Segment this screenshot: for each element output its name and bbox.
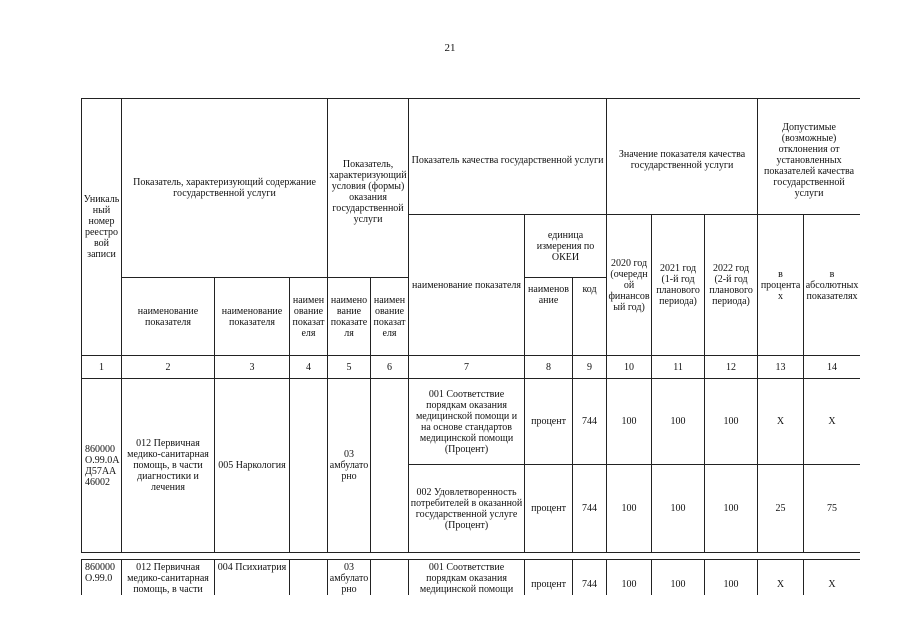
quality-indicator-name-cell: 002 Удовлетворенность потребителей в оказанной государственной услуге (Процент) — [409, 465, 525, 553]
unit-name-cell: процент — [525, 465, 573, 553]
value-2021-cell: 100 — [652, 465, 705, 553]
condition-indicator-2-cell — [371, 560, 409, 596]
condition-indicator-1-cell: 03 амбулаторно — [328, 379, 371, 553]
header-conditions-group: Показатель, характеризующий условия (формы) оказания государственной услуги — [328, 99, 409, 278]
unit-code-cell: 744 — [573, 379, 607, 465]
deviation-percent-cell: Х — [758, 560, 804, 596]
value-2021-cell: 100 — [652, 560, 705, 596]
table-row — [82, 379, 861, 465]
page-number: 21 — [444, 42, 456, 54]
quality-indicators-table — [81, 98, 860, 595]
header-c5-name: наименование показателя — [328, 278, 371, 356]
header-c14-absolute: в абсолютных показателях — [804, 215, 860, 356]
deviation-absolute-cell: Х — [804, 560, 860, 596]
col-number: 14 — [804, 356, 860, 379]
header-c9-code: код — [573, 278, 607, 356]
col-number: 12 — [705, 356, 758, 379]
col-number: 13 — [758, 356, 804, 379]
deviation-percent-cell: 25 — [758, 465, 804, 553]
value-2022-cell: 100 — [705, 465, 758, 553]
condition-indicator-2-cell — [371, 379, 409, 553]
header-c7-indicator-name: наименование показателя — [409, 215, 525, 356]
col-number: 8 — [525, 356, 573, 379]
header-quality-group: Показатель качества государственной услуги — [409, 99, 607, 215]
header-unit-okei: единица измерения по ОКЕИ — [525, 215, 607, 278]
col-number: 6 — [371, 356, 409, 379]
header-registry-number: Уникальный номер реестровой записи — [82, 99, 122, 356]
header-c3-name: наименование показателя — [215, 278, 290, 356]
content-indicator-2-cell: 005 Наркология — [215, 379, 290, 553]
deviation-percent-cell: Х — [758, 379, 804, 465]
header-deviation-group: Допустимые (возможные) отклонения от установленных показателей качества государственной услуги — [758, 99, 860, 215]
col-number: 1 — [82, 356, 122, 379]
content-indicator-2-cell: 004 Психиатрия — [215, 560, 290, 596]
col-number: 9 — [573, 356, 607, 379]
col-number: 3 — [215, 356, 290, 379]
header-c8-name: наименование — [525, 278, 573, 356]
unit-name-cell: процент — [525, 379, 573, 465]
value-2020-cell: 100 — [607, 560, 652, 596]
col-number: 2 — [122, 356, 215, 379]
unit-code-cell: 744 — [573, 560, 607, 596]
col-number: 5 — [328, 356, 371, 379]
header-c4-name: наименование показателя — [290, 278, 328, 356]
deviation-absolute-cell: Х — [804, 379, 860, 465]
registry-number-cell: 860000О.99.0 — [82, 560, 122, 596]
col-number: 4 — [290, 356, 328, 379]
registry-number-cell: 860000О.99.0АД57АА46002 — [82, 379, 122, 553]
header-c2-name: наименование показателя — [122, 278, 215, 356]
header-c13-percent: в процентах — [758, 215, 804, 356]
content-indicator-1-cell: 012 Первичная медико-санитарная помощь, в части диагностики и лечения — [122, 379, 215, 553]
col-number: 11 — [652, 356, 705, 379]
table-row — [82, 560, 861, 596]
col-number: 7 — [409, 356, 525, 379]
condition-indicator-1-cell: 03 амбулаторно — [328, 560, 371, 596]
quality-indicator-name-cell: 001 Соответствие порядкам оказания медицинской помощи и на основе стандартов медицинской помощи (Процент) — [409, 379, 525, 465]
value-2022-cell: 100 — [705, 560, 758, 596]
content-indicator-3-cell — [290, 379, 328, 553]
header-c11-2021: 2021 год (1-й год планового периода) — [652, 215, 705, 356]
value-2020-cell: 100 — [607, 379, 652, 465]
value-2021-cell: 100 — [652, 379, 705, 465]
value-2022-cell: 100 — [705, 379, 758, 465]
column-numbers-row — [82, 356, 861, 379]
content-indicator-1-cell: 012 Первичная медико-санитарная помощь, в части — [122, 560, 215, 596]
col-number: 10 — [607, 356, 652, 379]
header-c10-2020: 2020 год (очередной финансовый год) — [607, 215, 652, 356]
quality-indicators-table-wrap — [81, 98, 860, 595]
value-2020-cell: 100 — [607, 465, 652, 553]
header-c12-2022: 2022 год (2-й год планового периода) — [705, 215, 758, 356]
unit-name-cell: процент — [525, 560, 573, 596]
header-content-group: Показатель, характеризующий содержание государственной услуги — [122, 99, 328, 278]
content-indicator-3-cell — [290, 560, 328, 596]
unit-code-cell: 744 — [573, 465, 607, 553]
header-value-group: Значение показателя качества государственной услуги — [607, 99, 758, 215]
quality-indicator-name-cell: 001 Соответствие порядкам оказания медицинской помощи — [409, 560, 525, 596]
deviation-absolute-cell: 75 — [804, 465, 860, 553]
header-c6-name: наименование показателя — [371, 278, 409, 356]
